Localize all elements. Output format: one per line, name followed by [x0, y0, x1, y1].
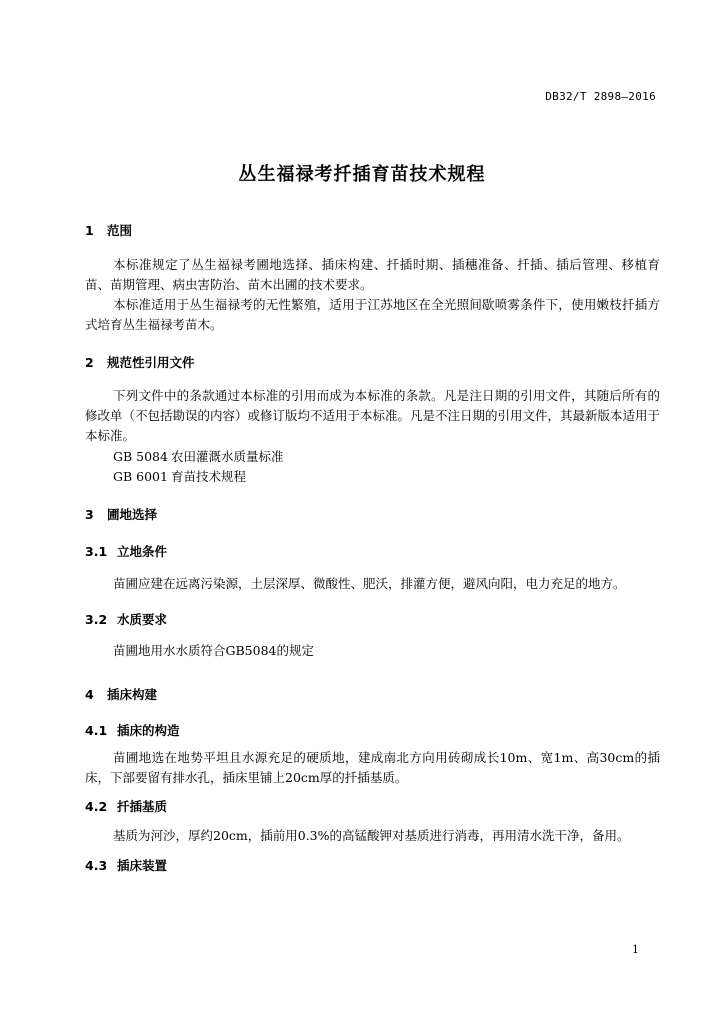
- section-number: 4.3: [85, 858, 108, 873]
- section-title: 插床装置: [117, 858, 168, 873]
- document-id: DB32/T 2898—2016: [545, 90, 656, 103]
- section-number: 1: [85, 223, 94, 238]
- normative-references-paragraph: 下列文件中的条款通过本标准的引用而成为本标准的条款。凡是注日期的引用文件，其随后所有的修改单（不包括勘误的内容）或修订版均不适用于本标准。凡是不注日期的引用文件，其最新版本适用于本标准。: [85, 388, 661, 443]
- section-title: 插床的构造: [117, 723, 180, 738]
- scope-paragraph-2: 本标准适用于丛生福禄考的无性繁殖，适用于江苏地区在全光照间歇喷雾条件下，使用嫩枝扦插方式培育丛生福禄考苗木。: [85, 297, 660, 332]
- section-title: 水质要求: [117, 612, 168, 627]
- page-number: 1: [632, 943, 639, 956]
- section-number: 4.1: [85, 723, 108, 738]
- section-4-3-heading: [85, 856, 167, 874]
- site-conditions-paragraph: 苗圃应建在远离污染源，土层深厚、微酸性、肥沃，排灌方便，避风向阳，电力充足的地方。: [113, 576, 626, 591]
- section-1-heading: [85, 221, 132, 239]
- section-2-heading: [85, 353, 195, 371]
- reference-title: 育苗技术规程: [171, 469, 247, 484]
- section-number: 3.1: [85, 544, 108, 559]
- section-number: 4.2: [85, 799, 108, 814]
- section-number: 3: [85, 507, 94, 522]
- section-4-1-heading: [85, 721, 180, 739]
- section-4-2-heading: [85, 797, 167, 815]
- section-title: 插床构建: [107, 687, 158, 702]
- section-title: 扦插基质: [117, 799, 168, 814]
- substrate-paragraph: 基质为河沙，厚约20cm，插前用0.3%的高锰酸钾对基质进行消毒，再用清水洗干净，备用。: [113, 828, 630, 843]
- reference-code: GB 5084: [113, 449, 168, 464]
- document-title: 丛生福禄考扦插育苗技术规程: [238, 164, 486, 185]
- section-number: 3.2: [85, 612, 108, 627]
- water-quality-paragraph: 苗圃地用水水质符合GB5084的规定: [113, 643, 314, 658]
- section-3-heading: [85, 505, 157, 523]
- section-number: 4: [85, 687, 94, 702]
- section-3-2-heading: [85, 610, 167, 628]
- reference-title: 农田灌溉水质量标准: [171, 449, 284, 464]
- reference-item: [113, 447, 284, 465]
- scope-paragraph-1: 本标准规定了丛生福禄考圃地选择、插床构建、扦插时期、插穗准备、扦插、插后管理、移植育苗、苗期管理、病虫害防治、苗木出圃的技术要求。: [85, 257, 660, 292]
- reference-code: GB 6001: [113, 469, 168, 484]
- bed-construction-paragraph: 苗圃地选在地势平坦且水源充足的硬质地，建成南北方向用砖砌成长10m、宽1m、高30cm的插床，下部要留有排水孔，插床里铺上20cm厚的扦插基质。: [85, 750, 660, 785]
- section-title: 规范性引用文件: [107, 355, 195, 370]
- section-title: 范围: [107, 223, 133, 238]
- section-4-heading: [85, 685, 157, 703]
- section-3-1-heading: [85, 542, 167, 560]
- section-number: 2: [85, 355, 94, 370]
- section-title: 立地条件: [117, 544, 168, 559]
- section-title: 圃地选择: [107, 507, 158, 522]
- reference-item: [113, 467, 246, 485]
